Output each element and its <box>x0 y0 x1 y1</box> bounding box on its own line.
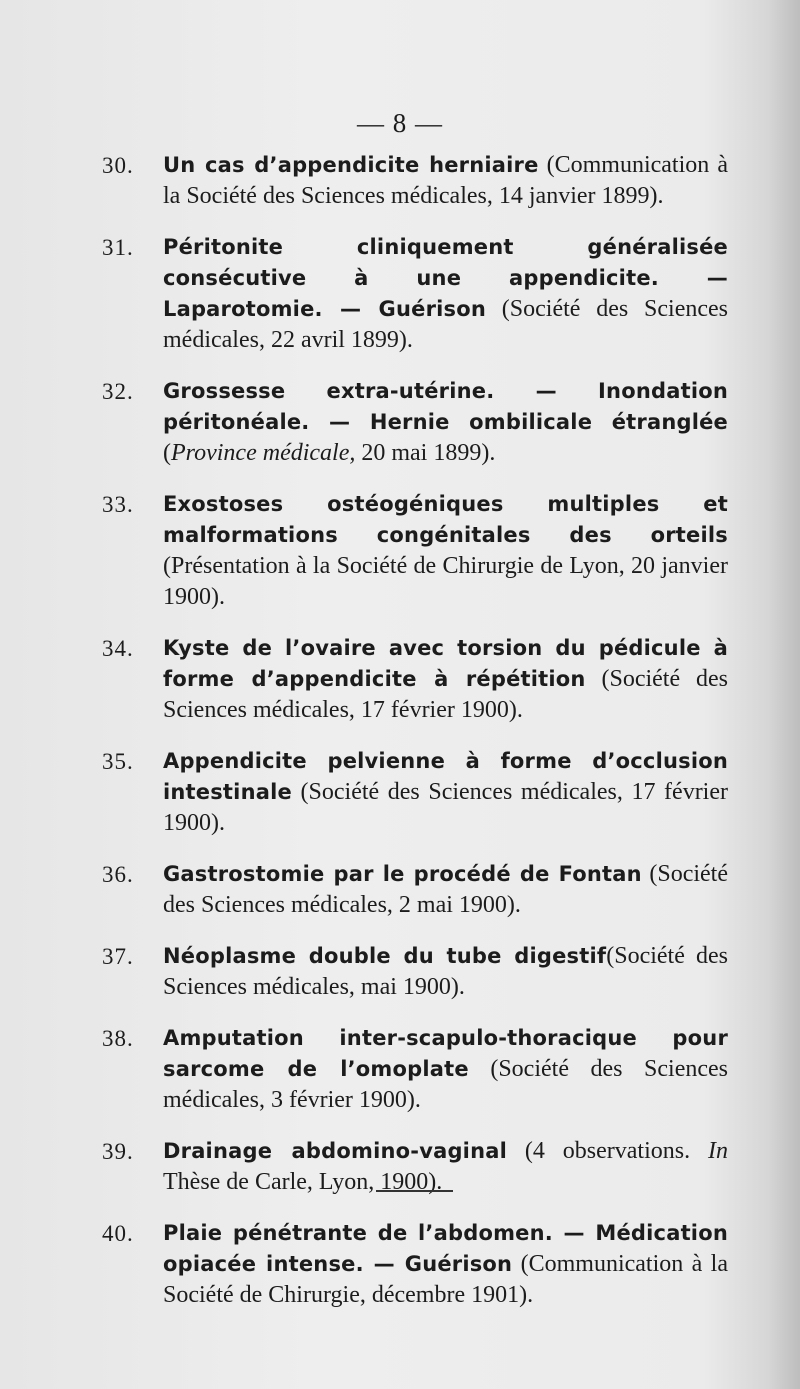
item-number: 37. <box>102 944 134 969</box>
item-title: Grossesse extra-utérine. — Inondation péritonéale. — Hernie ombilicale étranglée <box>163 379 728 434</box>
list-item <box>100 859 728 921</box>
list-item <box>100 941 728 1003</box>
item-number: 30. <box>102 153 134 178</box>
item-title: Amputation inter-scapulo-thoracique pour sarcome de l’omoplate <box>163 1026 728 1081</box>
item-citation: (Présentation à la Société de Chirurgie de Lyon, 20 janvier 1900). <box>163 553 728 610</box>
item-citation: (Société des Sciences médicales, 17 février 1900). <box>163 779 728 836</box>
list-item <box>100 232 728 356</box>
item-journal: Province médicale, <box>171 440 356 466</box>
list-item <box>100 150 728 212</box>
list-item <box>100 1218 728 1311</box>
item-citation: (Société des Sciences médicales, 2 mai 1900). <box>163 861 728 918</box>
item-number: 40. <box>102 1221 134 1246</box>
item-citation: (Société des Sciences médicales, 17 février 1900). <box>163 666 729 723</box>
publication-list <box>100 150 728 1331</box>
item-title: Un cas d’appendicite herniaire <box>163 153 539 177</box>
item-title: Exostoses ostéogéniques multiples et malformations congénitales des orteils <box>163 492 728 547</box>
item-citation: Thèse de Carle, Lyon, 1900). <box>163 1169 443 1195</box>
list-item <box>100 1023 728 1116</box>
list-item <box>100 376 728 469</box>
page-number: — 8 — <box>357 108 443 138</box>
item-citation: (Société des Sciences médicales, 22 avril 1899). <box>163 296 728 353</box>
list-item <box>100 746 728 839</box>
item-title: Kyste de l’ovaire avec torsion du pédicule à forme d’appendicite à répétition <box>163 636 728 691</box>
list-item <box>100 1136 728 1198</box>
item-citation: (Communication à la Société de Chirurgie, décembre 1901). <box>163 1251 728 1308</box>
closing-rule <box>376 1190 453 1192</box>
item-number: 33. <box>102 492 134 517</box>
item-title: Drainage abdomino-vaginal <box>163 1139 508 1163</box>
list-item <box>100 489 728 613</box>
item-citation: 20 mai 1899). <box>355 440 496 466</box>
item-citation: (Communication à la Société des Sciences médicales, 14 janvier 1899). <box>163 152 728 209</box>
item-number: 32. <box>102 379 134 404</box>
item-number: 39. <box>102 1139 134 1164</box>
item-in-marker: In <box>708 1138 728 1164</box>
item-number: 35. <box>102 749 134 774</box>
item-title: Néoplasme double du tube digestif <box>163 944 607 968</box>
item-number: 38. <box>102 1026 134 1051</box>
item-number: 36. <box>102 862 134 887</box>
item-title: Appendicite pelvienne à forme d’occlusion intestinale <box>163 749 728 804</box>
item-citation-prefix: ( <box>163 440 171 466</box>
item-citation: (Société des Sciences médicales, 3 février 1900). <box>163 1056 728 1113</box>
list-item <box>100 633 728 726</box>
item-title: Gastrostomie par le procédé de Fontan <box>163 862 642 886</box>
item-title: Plaie pénétrante de l’abdomen. — Médication opiacée intense. — Guérison <box>163 1221 728 1276</box>
item-citation: (Société des Sciences médicales, mai 1900). <box>163 943 729 1000</box>
item-title: Péritonite cliniquement généralisée consécutive à une appendicite. — Laparotomie. — Guérison <box>163 235 728 321</box>
item-citation-prefix: (4 observations. <box>507 1138 708 1164</box>
item-number: 31. <box>102 235 134 260</box>
item-number: 34. <box>102 636 134 661</box>
